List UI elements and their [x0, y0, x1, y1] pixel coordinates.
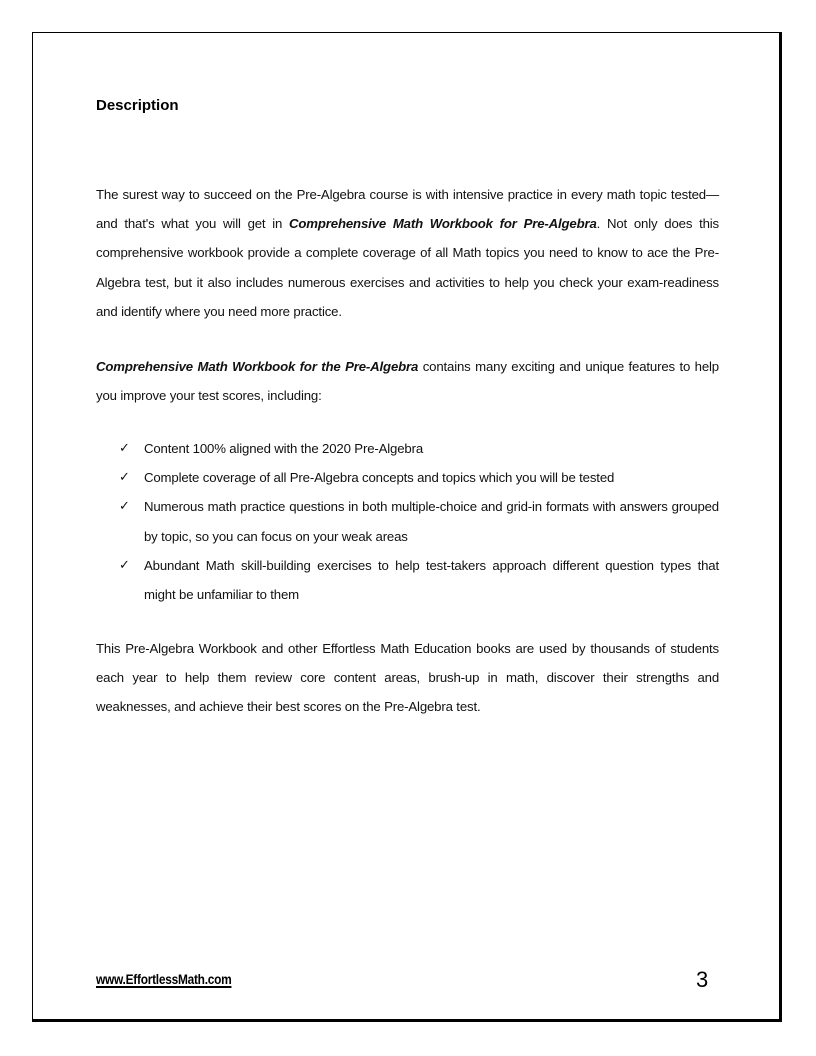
checkmark-icon: ✓	[119, 499, 130, 515]
feature-item	[96, 463, 719, 492]
page-number: 3	[696, 967, 709, 992]
checkmark-icon: ✓	[119, 470, 130, 486]
closing-paragraph: This Pre-Algebra Workbook and other Effortless Math Education books are used by thousands of students each year to help them review core content areas, brush-up in math, discover their strengths and weaknesses, and achieve their best scores on the Pre-Algebra test.	[96, 641, 719, 715]
intro-text-after: . Not only does this comprehensive workbook provide a complete coverage of all Math topics you need to know to ace the Pre-Algebra test, but it also includes numerous exercises and activities to help you check your exam-readiness and identify where you need more practice.	[96, 216, 719, 319]
feature-item	[96, 492, 719, 550]
feature-item	[96, 551, 719, 609]
website-link[interactable]: www.EffortlessMath.com	[96, 971, 232, 987]
features-intro-paragraph	[96, 352, 719, 410]
feature-text: Abundant Math skill-building exercises to help test-takers approach different question types that might be unfamiliar to them	[144, 557, 719, 603]
feature-text: Complete coverage of all Pre-Algebra concepts and topics which you will be tested	[144, 470, 615, 486]
feature-text: Content 100% aligned with the 2020 Pre-Algebra	[144, 441, 424, 456]
feature-text: Numerous math practice questions in both multiple-choice and grid-in formats with answers grouped by topic, so you can focus on your weak areas	[144, 499, 719, 544]
book-title-emphasis: Comprehensive Math Workbook for Pre-Algebra	[289, 216, 597, 232]
features-intro-text: contains many exciting and unique features to help you improve your test scores, including:	[96, 359, 719, 404]
section-heading: Description	[96, 97, 179, 114]
checkmark-icon: ✓	[119, 557, 130, 573]
intro-text-before: The surest way to succeed on the Pre-Algebra course is with intensive practice in every math topic tested—and that's what you will get in	[96, 187, 719, 232]
checkmark-icon: ✓	[119, 441, 130, 456]
feature-list	[96, 434, 719, 609]
book-title-emphasis: Comprehensive Math Workbook for the Pre-Algebra	[96, 359, 419, 374]
feature-item	[96, 434, 719, 463]
intro-paragraph	[96, 180, 719, 326]
